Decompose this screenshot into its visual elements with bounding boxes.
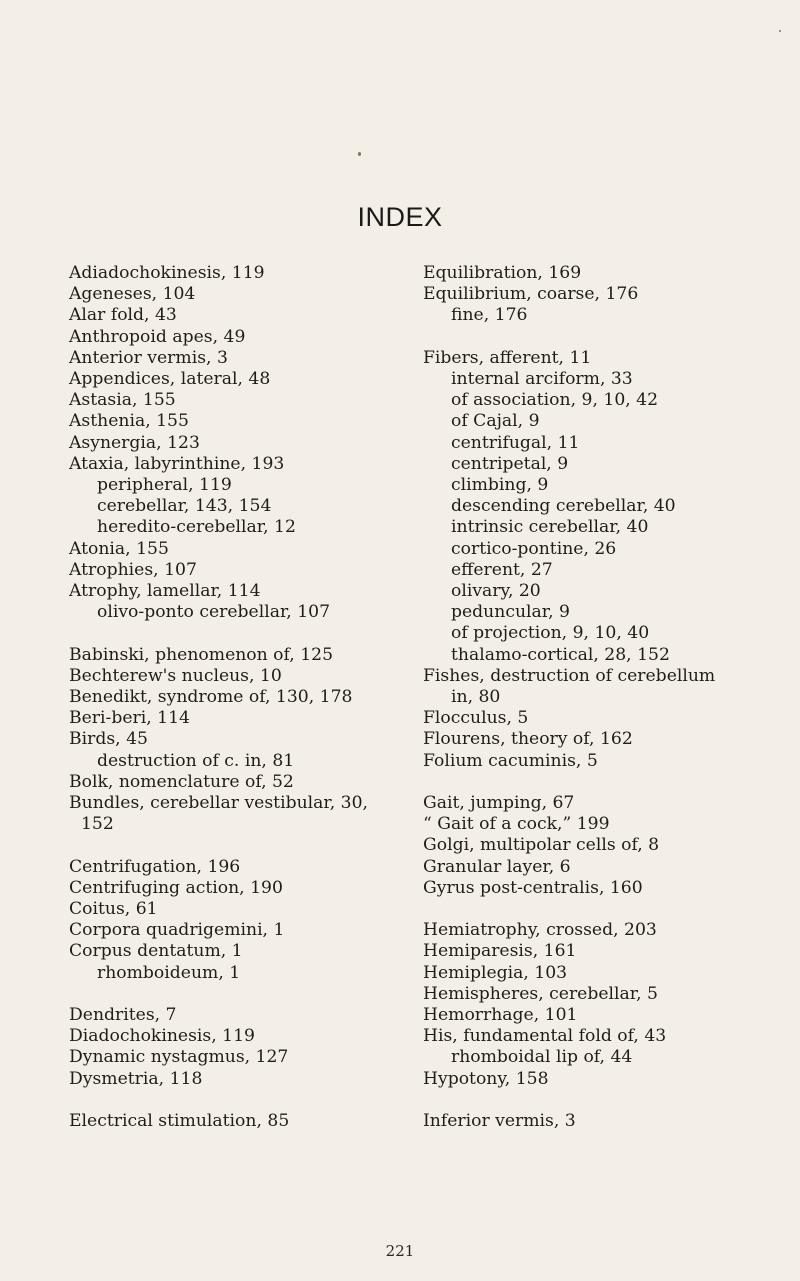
index-entry: Bundles, cerebellar vestibular, 30,	[69, 793, 368, 814]
index-entry: Inferior vermis, 3	[423, 1111, 576, 1132]
index-entry: His, fundamental fold of, 43	[423, 1026, 667, 1047]
index-entry: Hemiparesis, 161	[423, 941, 577, 962]
index-subentry: efferent, 27	[451, 559, 553, 580]
index-subentry: of projection, 9, 10, 40	[451, 623, 650, 644]
index-entry: Coitus, 61	[69, 899, 158, 920]
index-subentry: olivary, 20	[451, 581, 541, 602]
index-entry: Flourens, theory of, 162	[423, 729, 633, 750]
index-subentry: in, 80	[451, 687, 501, 708]
index-entry: Gait, jumping, 67	[423, 793, 575, 814]
paper-speck	[358, 152, 361, 156]
index-subentry: peripheral, 119	[97, 475, 232, 496]
index-entry: Corpora quadrigemini, 1	[69, 920, 285, 941]
entry-gap	[423, 899, 800, 920]
index-entry: Dynamic nystagmus, 127	[69, 1047, 289, 1068]
index-entry: Beri-beri, 114	[69, 708, 190, 729]
entry-gap	[69, 835, 399, 856]
index-column-left	[69, 263, 399, 1132]
index-entry: Dendrites, 7	[69, 1005, 177, 1026]
index-entry: Atonia, 155	[69, 538, 169, 559]
index-entry: Hypotony, 158	[423, 1068, 549, 1089]
index-subentry: internal arciform, 33	[451, 369, 633, 389]
index-entry: Babinski, phenomenon of, 125	[69, 644, 334, 665]
entry-gap	[423, 1090, 800, 1111]
index-entry: Fibers, afferent, 11	[423, 347, 592, 368]
index-column-right	[423, 263, 800, 1132]
index-entry: Anthropoid apes, 49	[69, 326, 246, 347]
entry-gap	[69, 1090, 399, 1111]
index-entry: Gyrus post-centralis, 160	[423, 877, 643, 898]
index-entry: Fishes, destruction of cerebellum	[423, 665, 716, 686]
index-subentry: cortico-pontine, 26	[451, 538, 617, 559]
index-entry: Hemorrhage, 101	[423, 1005, 578, 1026]
index-subentry: descending cerebellar, 40	[451, 496, 676, 517]
index-entry: Ataxia, labyrinthine, 193	[69, 453, 285, 474]
index-entry: Dysmetria, 118	[69, 1068, 203, 1089]
entry-gap	[69, 984, 399, 1005]
index-entry: Asynergia, 123	[69, 432, 200, 453]
index-subentry: rhomboideum, 1	[97, 962, 241, 983]
index-subentry: destruction of c. in, 81	[97, 750, 295, 771]
index-entry: Benedikt, syndrome of, 130, 178	[69, 687, 353, 708]
index-entry: Hemiplegia, 103	[423, 962, 568, 983]
index-entry: Astasia, 155	[69, 390, 176, 411]
index-subentry: rhomboidal lip of, 44	[451, 1047, 633, 1068]
index-entry: Atrophy, lamellar, 114	[69, 581, 261, 602]
index-entry: Diadochokinesis, 119	[69, 1026, 255, 1047]
index-subentry: climbing, 9	[451, 475, 549, 496]
index-subentry: centripetal, 9	[451, 453, 569, 474]
index-subentry: intrinsic cerebellar, 40	[451, 517, 649, 538]
index-subentry: heredito-cerebellar, 12	[97, 517, 296, 538]
index-subentry: fine, 176	[451, 305, 528, 326]
index-entry: Granular layer, 6	[423, 856, 571, 877]
paper-speck	[779, 30, 781, 32]
index-subentry: olivo-ponto cerebellar, 107	[97, 602, 331, 623]
index-subentry: peduncular, 9	[451, 602, 570, 623]
index-entry: Hemispheres, cerebellar, 5	[423, 983, 658, 1004]
index-entry: Equilibrium, coarse, 176	[423, 284, 639, 305]
page-number: 221	[385, 1242, 415, 1260]
index-entry: Bechterew's nucleus, 10	[69, 665, 282, 686]
index-entry: Asthenia, 155	[69, 411, 189, 432]
index-entry: Birds, 45	[69, 729, 148, 750]
index-entry: Bolk, nomenclature of, 52	[69, 771, 294, 792]
index-subentry: of Cajal, 9	[451, 411, 540, 432]
index-entry: Golgi, multipolar cells of, 8	[423, 835, 660, 856]
index-entry: Flocculus, 5	[423, 708, 529, 729]
index-subentry: of association, 9, 10, 42	[451, 390, 659, 411]
index-entry: Centrifugation, 196	[69, 856, 241, 877]
index-entry: Appendices, lateral, 48	[69, 369, 271, 390]
index-entry: Adiadochokinesis, 119	[69, 263, 265, 283]
index-entry: Equilibration, 169	[423, 263, 582, 283]
page-title: INDEX	[357, 202, 443, 232]
index-entry: “ Gait of a cock,” 199	[423, 814, 610, 835]
index-entry: Anterior vermis, 3	[69, 347, 228, 368]
index-entry: Folium cacuminis, 5	[423, 750, 598, 771]
index-entry: Hemiatrophy, crossed, 203	[423, 920, 657, 941]
index-subentry: thalamo-cortical, 28, 152	[451, 644, 670, 665]
index-entry: Atrophies, 107	[69, 559, 197, 580]
index-entry: Electrical stimulation, 85	[69, 1111, 290, 1132]
index-entry: 152	[81, 814, 114, 835]
index-subentry: centrifugal, 11	[451, 432, 580, 453]
index-entry: Corpus dentatum, 1	[69, 941, 243, 962]
entry-gap	[69, 623, 399, 644]
index-subentry: cerebellar, 143, 154	[97, 496, 272, 517]
index-entry: Ageneses, 104	[69, 284, 196, 305]
entry-gap	[423, 772, 800, 793]
entry-gap	[423, 327, 800, 348]
index-entry: Centrifuging action, 190	[69, 877, 283, 898]
index-entry: Alar fold, 43	[69, 305, 177, 326]
